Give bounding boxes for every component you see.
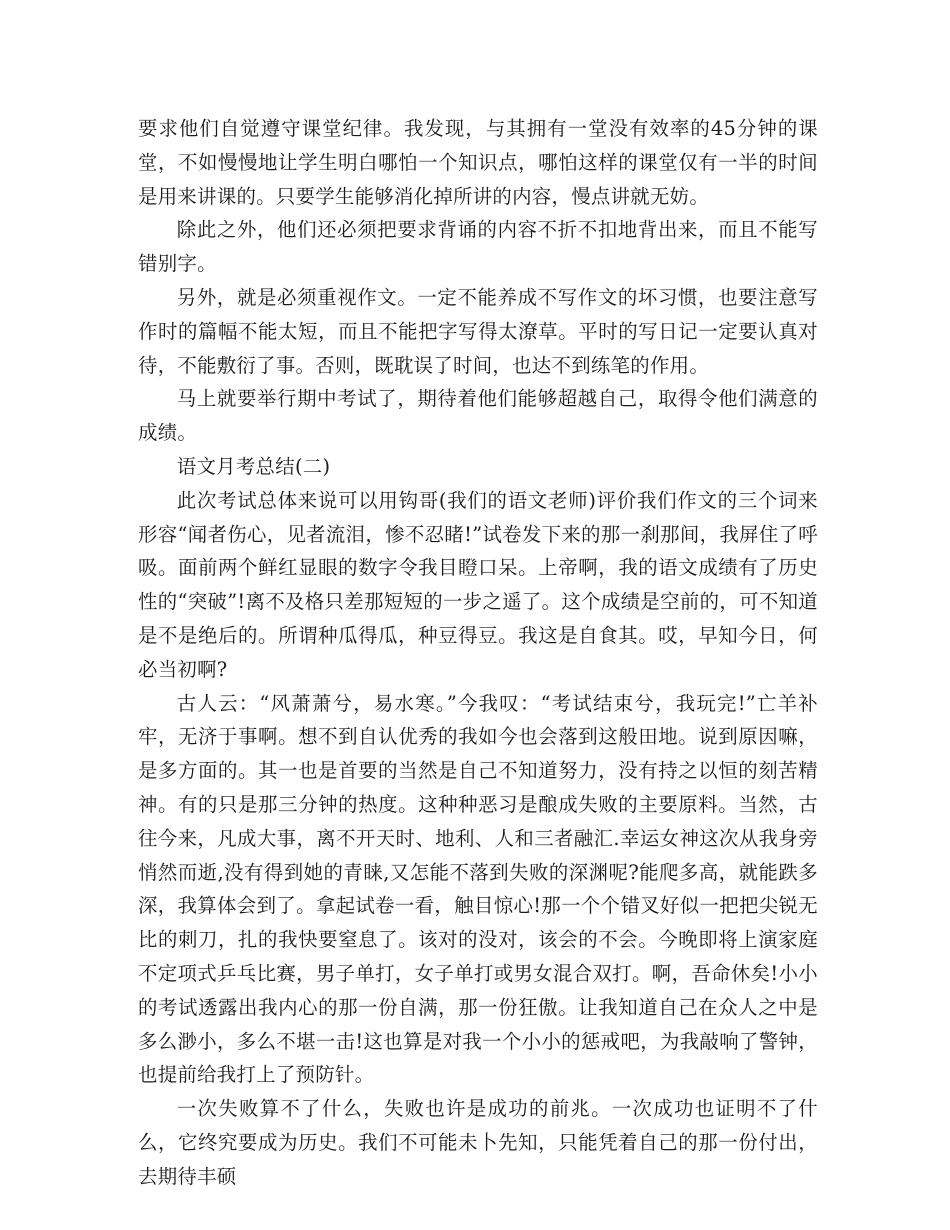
document-body <box>138 112 818 1194</box>
paragraph-conclusion: 一次失败算不了什么，失败也许是成功的前兆。一次成功也证明不了什么，它终究要成为历史。我们不可能未卜先知，只能凭着自己的那一份付出，去期待丰硕 <box>138 1097 818 1188</box>
paragraph-recitation: 除此之外，他们还必须把要求背诵的内容不折不扣地背出来，而且不能写错别字。 <box>138 218 818 276</box>
paragraph-midterm: 马上就要举行期中考试了，期待着他们能够超越自己，取得令他们满意的成绩。 <box>138 387 818 445</box>
section-heading: 语文月考总结(二) <box>176 454 331 478</box>
paragraph-classroom-discipline: 要求他们自觉遵守课堂纪律。我发现，与其拥有一堂没有效率的45分钟的课堂，不如慢慢地让学生明白哪怕一个知识点，哪怕这样的课堂仅有一半的时间是用来讲课的。只要学生能够消化掉所讲的内容，慢点讲就无妨。 <box>138 117 818 208</box>
paragraph-exam-result: 此次考试总体来说可以用钩哥(我们的语文老师)评价我们作文的三个词来形容“闻者伤心，见者流泪，惨不忍睹!”试卷发下来的那一刹那间，我屏住了呼吸。面前两个鲜红显眼的数字令我目瞪口呆。上帝啊，我的语文成绩有了历史性的“突破”!离不及格只差那短短的一步之遥了。这个成绩是空前的，可不知道是不是绝后的。所谓种瓜得瓜，种豆得豆。我这是自食其。哎，早知今日，何必当初啊? <box>138 488 818 681</box>
paragraph-composition: 另外，就是必须重视作文。一定不能养成不写作文的坏习惯，也要注意写作时的篇幅不能太短，而且不能把字写得太潦草。平时的写日记一定要认真对待，不能敷衍了事。否则，既耽误了时间，也达不到练笔的作用。 <box>138 285 818 377</box>
paragraph-reflection: 古人云：“风萧萧兮，易水寒。”今我叹：“考试结束兮，我玩完!”亡羊补牢，无济于事啊。想不到自认优秀的我如今也会落到这般田地。说到原因嘛，是多方面的。其一也是首要的当然是自己不知道努力，没有持之以恒的刻苦精神。有的只是那三分钟的热度。这种种恶习是酿成失败的主要原料。当然，古往今来，凡成大事，离不开天时、地利、人和三者融汇.幸运女神这次从我身旁悄然而逝,没有得到她的青睐,又怎能不落到失败的深渊呢?能爬多高，就能跌多深，我算体会到了。拿起试卷一看，触目惊心!那一个个错叉好似一把把尖锐无比的刺刀，扎的我快要窒息了。该对的没对，该会的不会。今晚即将上演家庭不定项式乒乓比赛，男子单打，女子单打或男女混合双打。啊，吾命休矣!小小的考试透露出我内心的那一份自满，那一份狂傲。让我知道自己在众人之中是多么渺小，多么不堪一击!这也算是对我一个小小的惩戒吧，为我敲响了警钟，也提前给我打上了预防针。 <box>138 691 818 1087</box>
